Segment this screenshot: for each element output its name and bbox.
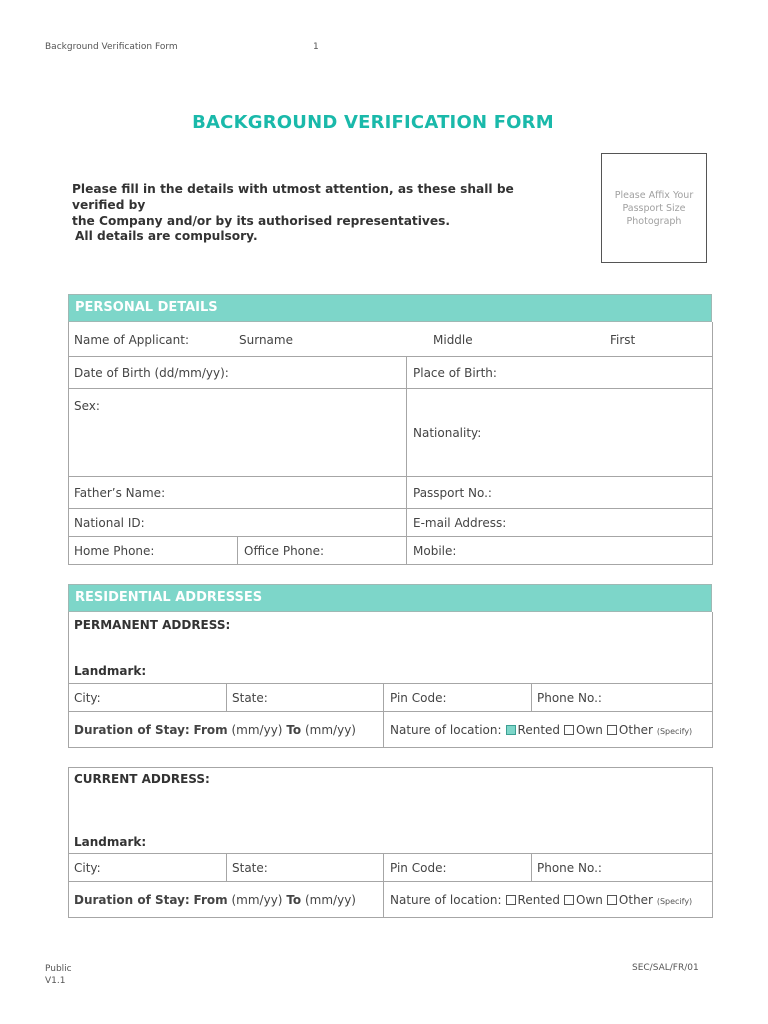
permanent-pin-field[interactable]: Pin Code: (390, 691, 447, 705)
photo-instructions (609, 189, 699, 228)
sex-field[interactable]: Sex: (74, 399, 100, 413)
to-format: (mm/yy) (304, 893, 356, 907)
specify-note: (Specify) (656, 897, 693, 906)
other-label: Other (618, 893, 653, 907)
surname-field[interactable]: Surname (239, 333, 293, 347)
to-label: To (286, 723, 302, 737)
fathers-name-field[interactable]: Father’s Name: (74, 486, 166, 500)
passport-number-field[interactable]: Passport No.: (413, 486, 492, 500)
rented-label: Rented (517, 893, 561, 907)
photo-line-2: Passport Size (622, 202, 686, 214)
middle-name-field[interactable]: Middle (433, 333, 473, 347)
current-pin-field[interactable]: Pin Code: (390, 861, 447, 875)
office-phone-field[interactable]: Office Phone: (244, 544, 325, 558)
from-format: (mm/yy) (231, 893, 283, 907)
compulsory-note: All details are compulsory. (75, 229, 258, 243)
name-of-applicant-label: Name of Applicant: (74, 333, 190, 347)
duration-label: Duration of Stay: (74, 723, 190, 737)
duration-label: Duration of Stay: (74, 893, 190, 907)
permanent-address-field[interactable]: PERMANENT ADDRESS: (74, 618, 231, 632)
current-nature-of-location (390, 893, 692, 907)
own-checkbox[interactable] (564, 895, 574, 905)
current-landmark-field[interactable]: Landmark: (74, 835, 147, 849)
from-label: From (193, 893, 228, 907)
permanent-duration-of-stay[interactable] (74, 723, 356, 737)
to-label: To (286, 893, 302, 907)
date-of-birth-field[interactable]: Date of Birth (dd/mm/yy): (74, 366, 229, 380)
permanent-phone-field[interactable]: Phone No.: (537, 691, 602, 705)
other-checkbox[interactable] (607, 725, 617, 735)
current-phone-field[interactable]: Phone No.: (537, 861, 602, 875)
residential-addresses-heading: RESIDENTIAL ADDRESSES (68, 584, 712, 612)
national-id-field[interactable]: National ID: (74, 516, 145, 530)
rented-label: Rented (517, 723, 561, 737)
intro-line-1: Please fill in the details with utmost attention, as these shall be verified by (72, 182, 514, 212)
intro-line-2: the Company and/or by its authorised representatives. (72, 214, 451, 228)
to-format: (mm/yy) (304, 723, 356, 737)
version-label: V1.1 (45, 976, 66, 986)
from-label: From (193, 723, 228, 737)
current-city-field[interactable]: City: (74, 861, 101, 875)
specify-note: (Specify) (656, 727, 693, 736)
first-name-field[interactable]: First (610, 333, 636, 347)
place-of-birth-field[interactable]: Place of Birth: (413, 366, 497, 380)
passport-photo-box (601, 153, 707, 263)
intro-text (72, 181, 562, 229)
permanent-nature-of-location (390, 723, 692, 737)
nationality-field[interactable]: Nationality: (413, 426, 482, 440)
email-address-field[interactable]: E-mail Address: (413, 516, 507, 530)
photo-line-3: Photograph (626, 215, 682, 227)
from-format: (mm/yy) (231, 723, 283, 737)
current-duration-of-stay[interactable] (74, 893, 356, 907)
current-address-field[interactable]: CURRENT ADDRESS: (74, 772, 210, 786)
form-title: BACKGROUND VERIFICATION FORM (192, 112, 554, 133)
footer-document-code: SEC/SAL/FR/01 (632, 963, 699, 973)
home-phone-field[interactable]: Home Phone: (74, 544, 155, 558)
document-header-name: Background Verification Form (45, 42, 178, 52)
footer-classification (45, 963, 72, 987)
current-state-field[interactable]: State: (232, 861, 268, 875)
personal-details-heading: PERSONAL DETAILS (68, 294, 712, 322)
mobile-field[interactable]: Mobile: (413, 544, 457, 558)
own-label: Own (576, 723, 603, 737)
permanent-city-field[interactable]: City: (74, 691, 101, 705)
rented-checkbox[interactable] (506, 895, 516, 905)
nature-label: Nature of location: (390, 723, 502, 737)
permanent-landmark-field[interactable]: Landmark: (74, 664, 147, 678)
other-checkbox[interactable] (607, 895, 617, 905)
rented-checkbox[interactable] (506, 725, 516, 735)
own-checkbox[interactable] (564, 725, 574, 735)
classification-label: Public (45, 964, 72, 974)
permanent-state-field[interactable]: State: (232, 691, 268, 705)
nature-label: Nature of location: (390, 893, 502, 907)
page-number: 1 (313, 42, 319, 52)
other-label: Other (618, 723, 653, 737)
photo-line-1: Please Affix Your (614, 189, 694, 201)
own-label: Own (576, 893, 603, 907)
